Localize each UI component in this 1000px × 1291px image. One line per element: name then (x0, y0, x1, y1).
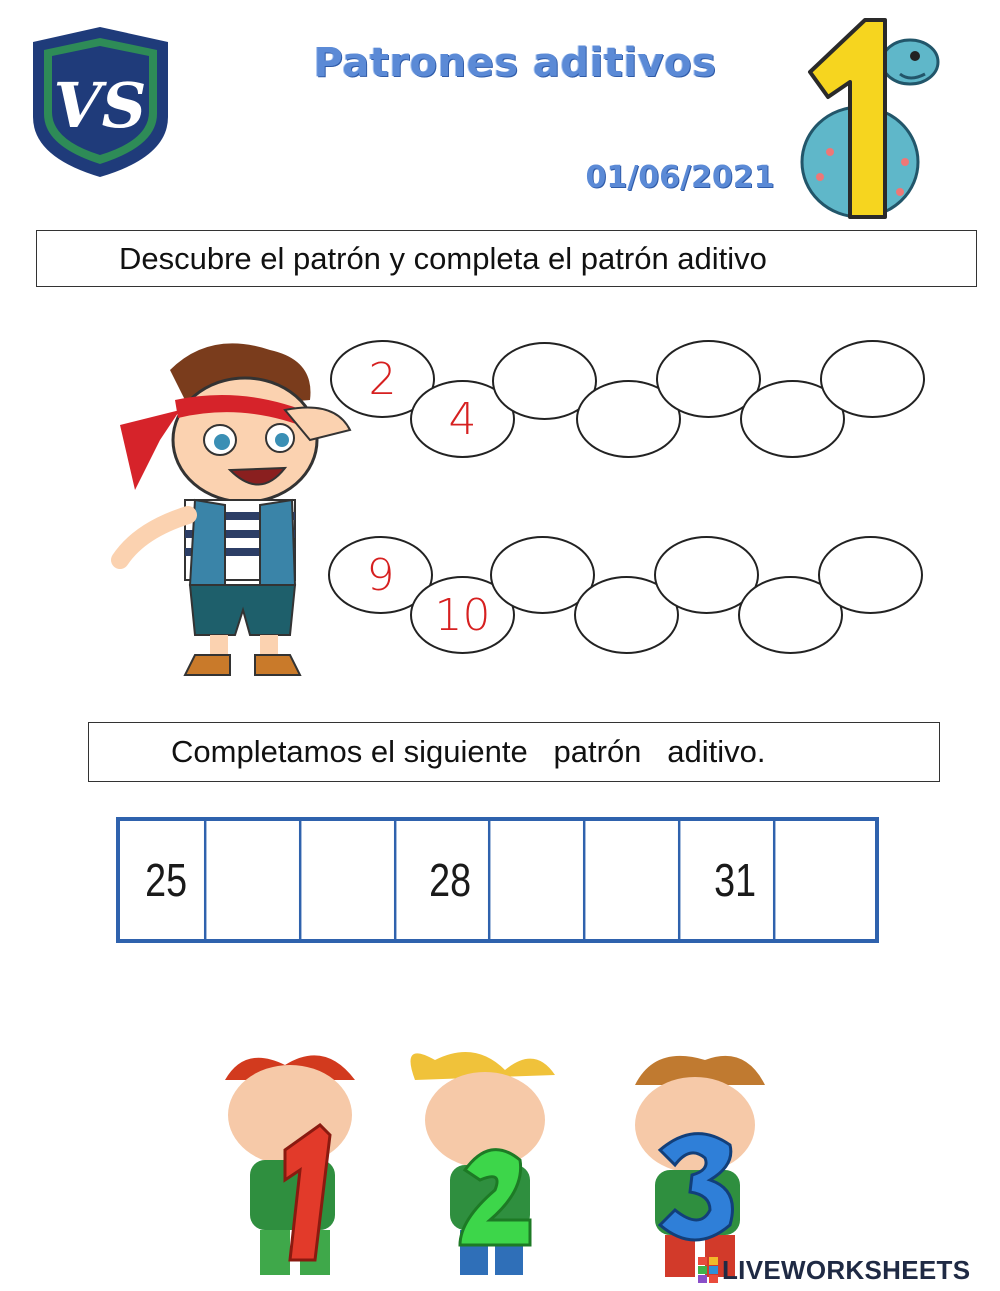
table-cell[interactable]: 31 (697, 821, 775, 939)
bubble-value: 9 (366, 549, 395, 601)
liveworksheets-badge-icon (698, 1257, 718, 1283)
instruction-box-1: Descubre el patrón y completa el patrón aditivo (36, 230, 977, 287)
table-cell[interactable]: 28 (413, 821, 491, 939)
number-one-dinosaur-icon (790, 12, 940, 227)
bubble-chain-2 (320, 528, 940, 678)
table-cell[interactable] (223, 821, 301, 939)
bubble-value (820, 538, 921, 612)
kids-123-icon (205, 1040, 845, 1280)
table-cell[interactable] (508, 821, 586, 939)
bubble-value (822, 342, 923, 416)
instruction-box-2: Completamos el siguiente patrón aditivo. (88, 722, 940, 782)
liveworksheets-text: LIVEWORKSHEETS (722, 1254, 971, 1285)
table-cell[interactable] (602, 821, 680, 939)
bubble-value: 2 (368, 353, 397, 405)
bubble-value: 4 (448, 393, 477, 445)
liveworksheets-brand (698, 1255, 970, 1285)
page-date: 01/06/2021 (585, 160, 775, 195)
number-pattern-table (116, 817, 879, 943)
table-cell[interactable]: 25 (129, 821, 207, 939)
logo-letters: VS (53, 69, 147, 142)
page-title: Patrones aditivos (313, 40, 717, 86)
bubble-value: 10 (434, 589, 491, 641)
table-cell[interactable] (792, 821, 867, 939)
table-cell[interactable] (318, 821, 396, 939)
bubble[interactable] (818, 536, 923, 614)
bubble-chain-1 (320, 330, 940, 480)
school-logo-icon (28, 22, 173, 182)
bubble[interactable] (820, 340, 925, 418)
